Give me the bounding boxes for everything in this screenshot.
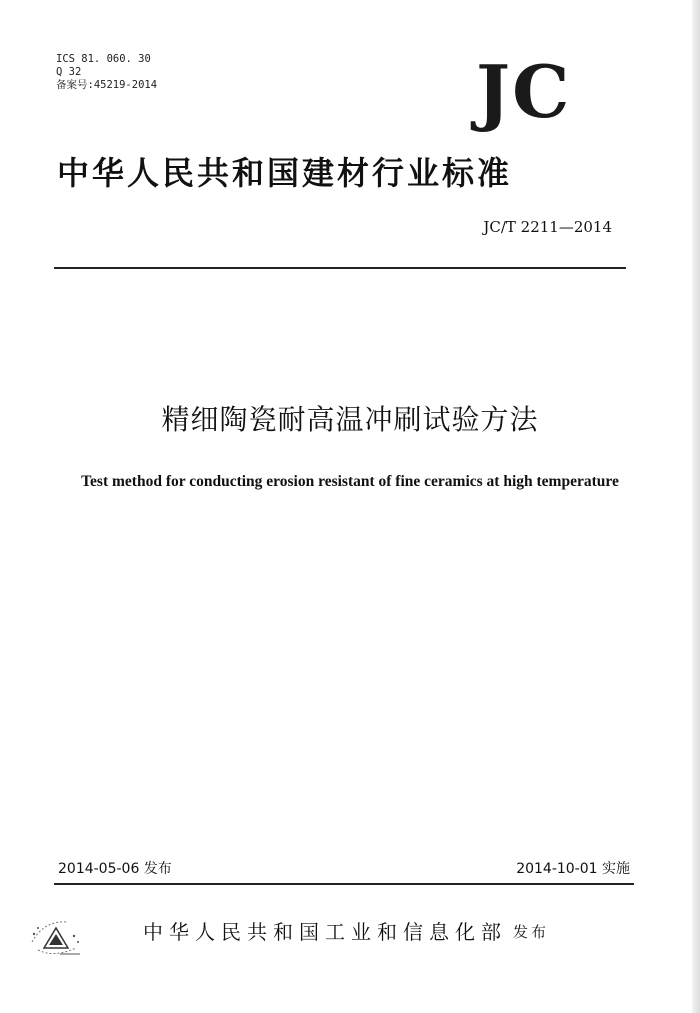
issuing-action: 发布	[513, 923, 550, 941]
bottom-divider	[54, 883, 634, 885]
top-divider	[54, 267, 626, 269]
title-english: Test method for conducting erosion resistant of fine ceramics at high temperature	[81, 473, 619, 490]
ics-code: ICS 81. 060. 30	[56, 53, 151, 65]
effective-date: 2014-10-01 实施	[516, 861, 630, 877]
issue-date: 2014-05-06 发布	[58, 861, 172, 877]
page-edge	[692, 0, 700, 1013]
standard-category: 中华人民共和国建材行业标准	[57, 154, 513, 192]
filing-number: 备案号:45219-2014	[56, 79, 158, 91]
jc-logo: JC	[476, 49, 572, 134]
classification-code: Q 32	[56, 66, 82, 78]
title-chinese: 精细陶瓷耐高温冲刷试验方法	[161, 403, 539, 436]
standard-number: JC/T 2211—2014	[483, 218, 612, 236]
classification-block	[56, 53, 157, 92]
issuing-authority: 中华人民共和国工业和信息化部	[143, 920, 507, 944]
seal-stamp-icon	[24, 912, 88, 964]
